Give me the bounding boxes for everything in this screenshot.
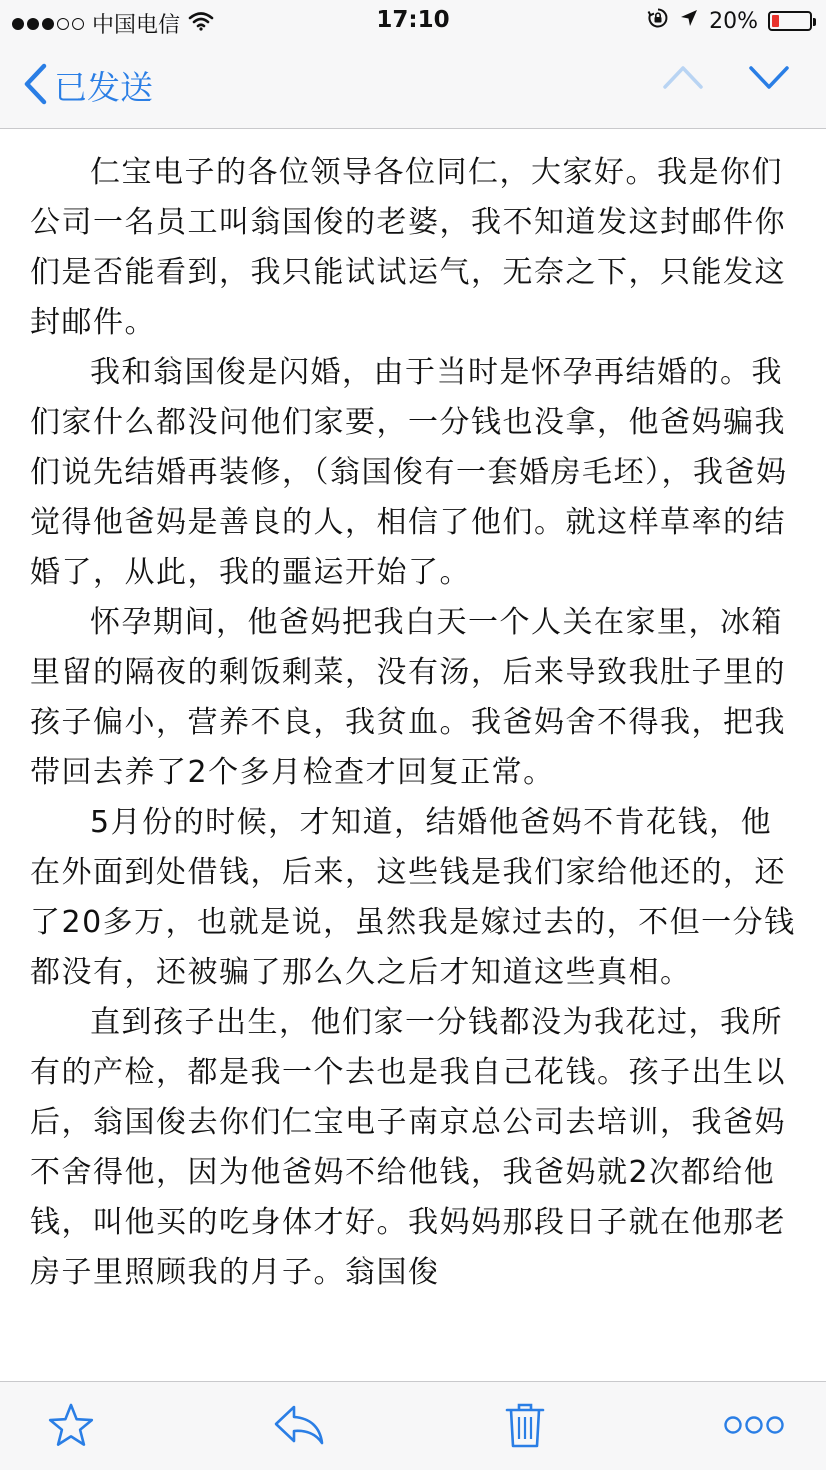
back-button-label: 已发送 xyxy=(54,68,153,107)
email-body xyxy=(30,128,798,1381)
email-paragraph: 5月份的时候，才知道，结婚他爸妈不肯花钱，他在外面到处借钱，后来，这些钱是我们家给他还的，还了20多万，也就是说，虽然我是嫁过去的，不但一分钱都没有，还被骗了那么久之后才知道这些真相。 xyxy=(30,805,796,990)
message-navigation xyxy=(662,62,790,96)
trash-icon xyxy=(505,1401,545,1453)
email-paragraph: 我和翁国俊是闪婚，由于当时是怀孕再结婚的。我们家什么都没问他们家要，一分钱也没拿，他爸妈骗我们说先结婚再装修，（翁国俊有一套婚房毛坯），我爸妈觉得他爸妈是善良的人，相信了他们。就这样草率的结婚了，从此，我的噩运开始了。 xyxy=(30,355,788,590)
location-arrow-icon xyxy=(679,8,699,34)
status-right xyxy=(647,7,812,35)
more-icon xyxy=(723,1414,785,1440)
email-paragraph: 怀孕期间，他爸妈把我白天一个人关在家里，冰箱里留的隔夜的剩饭剩菜，没有汤，后来导致我肚子里的孩子偏小，营养不良，我贫血。我爸妈舍不得我，把我带回去养了2个多月检查才回复正常。 xyxy=(30,605,786,790)
battery-icon xyxy=(768,11,812,31)
status-time: 17:10 xyxy=(376,7,450,33)
delete-button[interactable] xyxy=(498,1400,552,1454)
status-bar xyxy=(0,0,826,42)
flag-star-button[interactable] xyxy=(44,1400,98,1454)
star-icon xyxy=(47,1402,95,1452)
chevron-left-icon xyxy=(22,63,48,109)
battery-percent: 20% xyxy=(709,8,758,34)
email-paragraph: 仁宝电子的各位领导各位同仁，大家好。我是你们公司一名员工叫翁国俊的老婆，我不知道发这封邮件你们是否能看到，我只能试试运气，无奈之下，只能发这封邮件。 xyxy=(30,155,786,340)
chevron-up-icon[interactable] xyxy=(662,62,704,96)
email-paragraph: 直到孩子出生，他们家一分钱都没为我花过，我所有的产检，都是我一个去也是我自己花钱。孩子出生以后，翁国俊去你们仁宝电子南京总公司去培训，我爸妈不舍得他，因为他爸妈不给他钱，我爸妈就2次都给他钱，叫他买的吃身体才好。我妈妈那段日子就在他那老房子里照顾我的月子。翁国俊 xyxy=(30,1005,786,1290)
mail-nav-bar xyxy=(0,42,826,129)
reply-button[interactable] xyxy=(272,1400,326,1454)
mail-toolbar xyxy=(0,1381,826,1470)
chevron-down-icon[interactable] xyxy=(748,62,790,96)
rotation-lock-icon xyxy=(647,7,669,35)
back-button[interactable] xyxy=(22,62,153,109)
reply-icon xyxy=(272,1403,326,1451)
more-button[interactable] xyxy=(722,1400,786,1454)
carrier-label: 中国电信 xyxy=(92,13,181,38)
